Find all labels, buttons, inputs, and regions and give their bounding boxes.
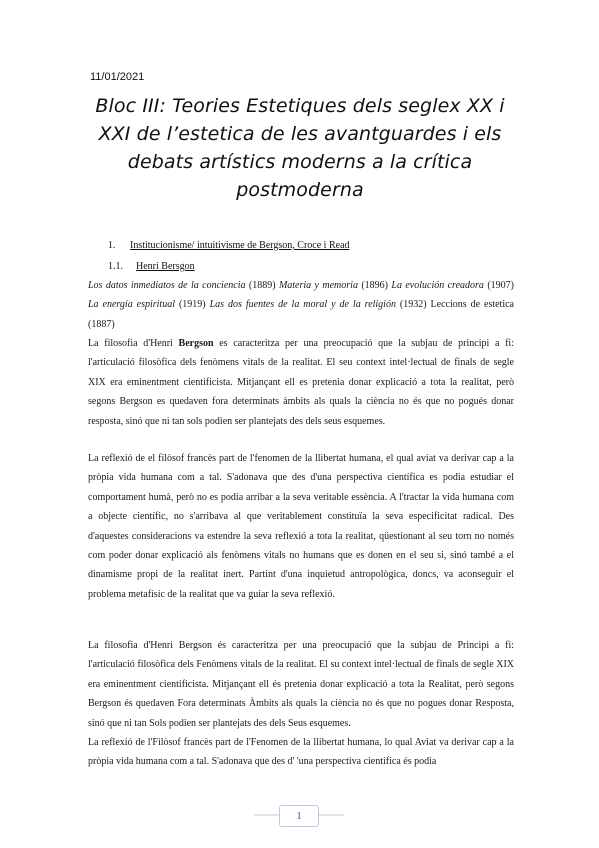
section-heading-1 xyxy=(108,239,350,252)
work-title: Las dos fuentes de la moral y de la religión xyxy=(209,299,396,311)
document-date: 11/01/2021 xyxy=(90,71,145,83)
work-year: (1907) xyxy=(483,280,514,291)
body-paragraph xyxy=(88,334,514,431)
work-year: (1932) Leccions de estetica (1887) xyxy=(88,299,514,330)
work-title: Materia y memoria xyxy=(278,280,358,291)
body-paragraph: La reflexió de el filòsof francès part de l'fenomen de la llibertat humana, el qual aviat va derivar cap a la pròpia vida humana com a tal. S'adonava que des d'una perspectiva científica es podia estudiar el comportament humà, però no es podia arribar a la seva veritable essència. A l'tractar la vida humana com a objecte científic, no s'arribava al que veritablement constituïa la seva especificitat radical. Des d'aquestes consideracions va estendre la seva reflexió a tota la realitat, qüestionant al seu torn no només com poder donar explicació als fenòmens vitals no humans que es donen en el seu si, sinó també a el dinamisme propi de la realitat inert. Partint d'una inquietud antropològica, doncs, va aconseguir el problema metafísic de la realitat que va guiar la seva reflexió. xyxy=(88,453,514,600)
document-title: Bloc III: Teories Estetiques dels seglex XX i XXI de l’estetica de les avantguardes i els debats artístics moderns a la crítica postmoderna xyxy=(95,95,505,201)
subsection-heading-1-1 xyxy=(108,260,195,273)
paragraph-text: La filosofia d'Henri xyxy=(88,338,179,349)
work-title: La energía espiritual xyxy=(88,299,175,311)
bold-name: Bergson xyxy=(178,338,214,349)
section-number: 1. xyxy=(108,240,116,251)
subsection-number: 1.1. xyxy=(108,261,123,272)
body-paragraph: La reflexió de l'Filòsof francès part de l'Fenomen de la llibertat humana, lo qual Aviat va derivar cap a la pròpia vida humana com a tal. S'adonava que des d' 'una perspectiva científica és podia xyxy=(88,737,514,768)
body-paragraph: La filosofia d'Henri Bergson és caracteritza per una preocupació que la subjau de Principi a fi: l'articulació filosòfica dels Fenòmens vitals de la realitat. El su context intel·lectual de finals de segle XIX era eminentment cientificista. Mitjançant ell és pretenia donar explicació a tota la Realitat, però segons Bergson és quedaven Fora determinats Àmbits als quals la ciència no és que no pogues donar Resposta, sinó que ni tan Sols podien ser plantejats des dels Seus esquemes. xyxy=(88,640,514,729)
work-year: (1919) xyxy=(175,299,210,311)
work-year: (1889) xyxy=(245,280,279,291)
section-title: Institucionisme/ intuitivisme de Bergson, Croce i Read xyxy=(130,240,350,251)
page-number: 1 xyxy=(279,805,319,827)
subsection-title: Henri Bersgon xyxy=(136,261,195,272)
work-title: La evolución creadora xyxy=(391,280,484,291)
work-title: Los datos inmediatos de la conciencia xyxy=(88,280,246,291)
paragraph-text: es caracteritza per una preocupació que la subjau de principi a fi: l'articulació filosòfica dels fenòmens vitals de la realitat. El seu context intel·lectual de finals de segle XIX era eminentment cientificista. Mitjançant ell es pretenia donar explicació a tota la realitat, però segons Bergson es quedaven fora determinats àmbits als quals la ciència no és que no pogués donar resposta, sinó que ni tan sols podien ser plantejats des dels seus esquemes. xyxy=(88,338,514,427)
works-list xyxy=(88,276,514,334)
work-year: (1896) xyxy=(357,280,392,291)
